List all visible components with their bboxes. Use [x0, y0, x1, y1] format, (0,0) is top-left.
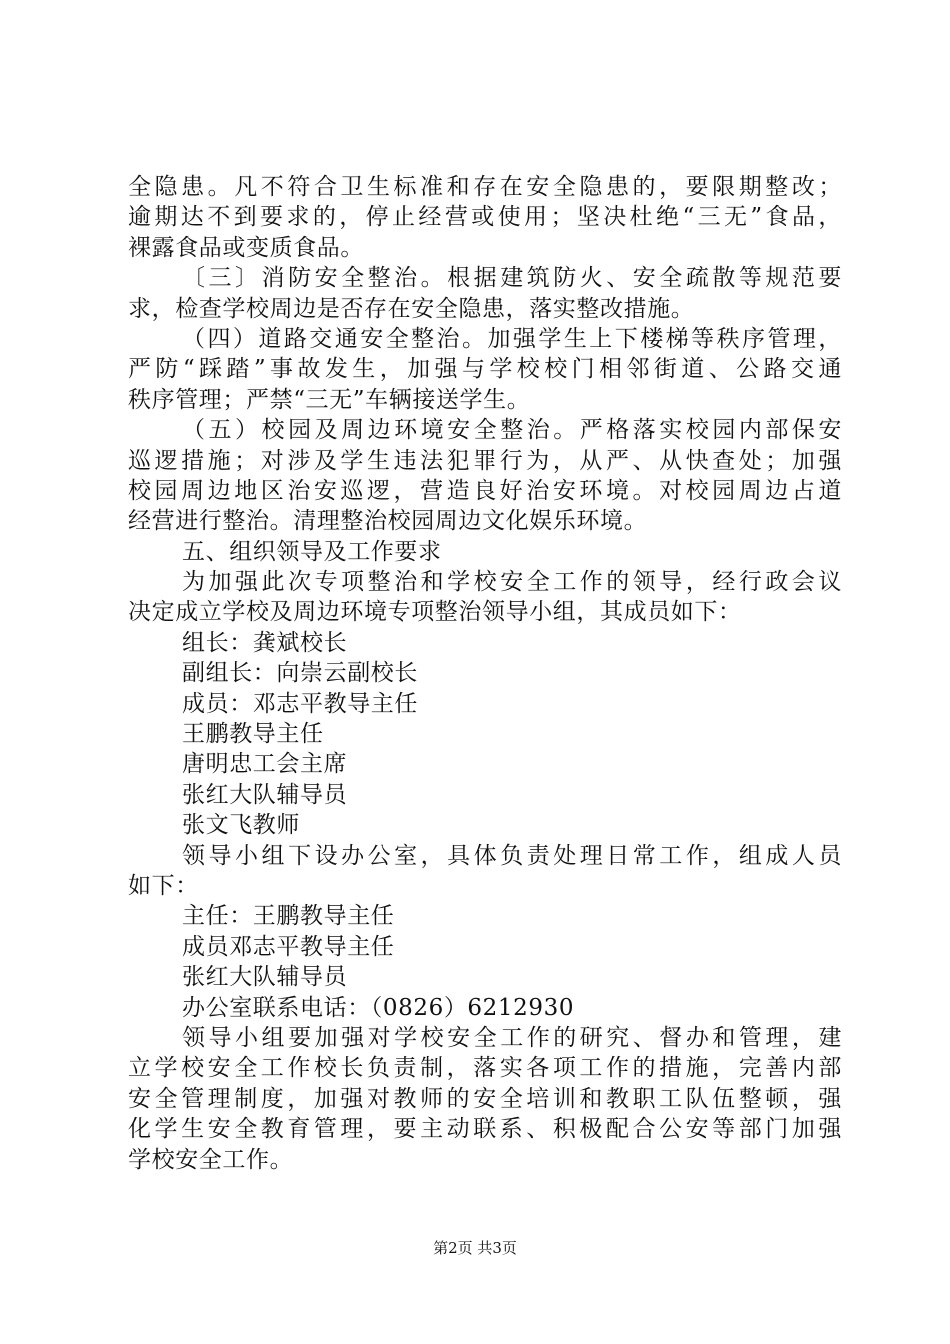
text-line: 张文飞教师	[182, 812, 300, 839]
text-line: 领导小组下设办公室，具体负责处理日常工作，组成人员	[182, 842, 842, 869]
text-line: 校园周边地区治安巡逻，营造良好治安环境。对校园周边占道	[128, 477, 842, 504]
document-body	[128, 172, 842, 1175]
text-line: 为加强此次专项整治和学校安全工作的领导，经行政会议	[182, 569, 842, 596]
text-line: 严防“踩踏”事故发生，加强与学校校门相邻街道、公路交通	[128, 356, 842, 383]
text-line: 立学校安全工作校长负责制，落实各项工作的措施，完善内部	[128, 1055, 842, 1082]
text-line: 唐明忠工会主席	[182, 751, 348, 778]
text-line: 〔三〕消防安全整治。根据建筑防火、安全疏散等规范要	[182, 265, 842, 292]
text-line: 经营进行整治。清理整治校园周边文化娱乐环境。	[128, 508, 648, 535]
text-line: 主任：王鹏教导主任	[182, 903, 395, 930]
text-line: 成员：邓志平教导主任	[182, 690, 418, 717]
text-line: 逾期达不到要求的，停止经营或使用；坚决杜绝“三无”食品，	[128, 204, 842, 231]
text-line: 全隐患。凡不符合卫生标准和存在安全隐患的，要限期整改；	[128, 174, 842, 200]
text-line: 化学生安全教育管理，要主动联系、积极配合公安等部门加强	[128, 1116, 842, 1143]
text-line: 巡逻措施；对涉及学生违法犯罪行为，从严、从快查处；加强	[128, 447, 842, 474]
text-line: 组长：龚斌校长	[182, 629, 348, 656]
text-line: 张红大队辅导员	[182, 781, 348, 808]
text-line: 裸露食品或变质食品。	[128, 234, 364, 261]
text-line: 求，检查学校周边是否存在安全隐患，落实整改措施。	[128, 295, 695, 322]
text-line: 决定成立学校及周边环境专项整治领导小组，其成员如下：	[128, 599, 742, 626]
section-heading: 五、组织领导及工作要求	[182, 538, 442, 565]
text-line: 安全管理制度，加强对教师的安全培训和教职工队伍整顿，强	[128, 1085, 842, 1112]
text-line: 学校安全工作。	[128, 1146, 294, 1173]
text-line: 办公室联系电话：（0826）6212930	[182, 994, 575, 1021]
text-line: 成员邓志平教导主任	[182, 933, 395, 960]
text-line: 副组长：向崇云副校长	[182, 660, 418, 687]
text-line: 秩序管理；严禁“三无”车辆接送学生。	[128, 386, 531, 413]
text-line: 领导小组要加强对学校安全工作的研究、督办和管理，建	[182, 1024, 842, 1051]
text-line: （五）校园及周边环境安全整治。严格落实校园内部保安	[182, 417, 842, 444]
text-line: 王鹏教导主任	[182, 721, 324, 748]
page-footer: 第2页 共3页	[433, 1239, 517, 1257]
text-line: （四）道路交通安全整治。加强学生上下楼梯等秩序管理，	[182, 325, 842, 352]
text-line: 如下：	[128, 872, 199, 899]
text-line: 张红大队辅导员	[182, 964, 348, 991]
